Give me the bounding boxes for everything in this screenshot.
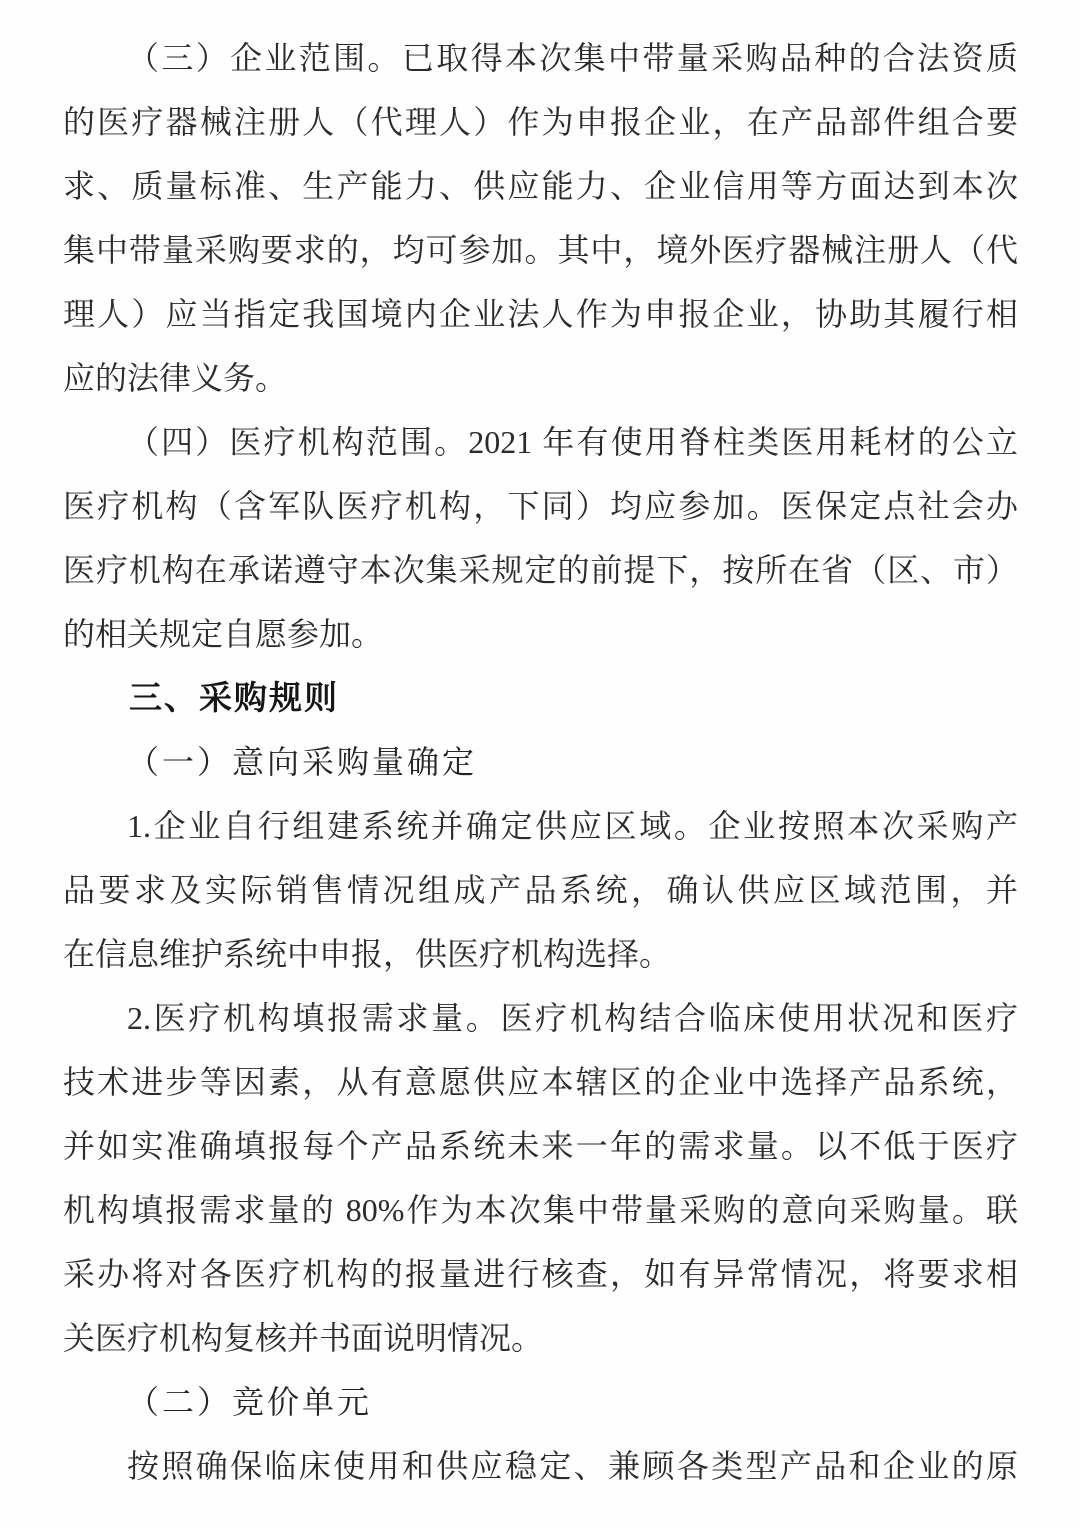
- text-line: 技术进步等因素，从有意愿供应本辖区的企业中选择产品系统，: [63, 1064, 1018, 1100]
- para-bidding-unit-principle: [63, 1434, 1018, 1498]
- document-body: [63, 26, 1018, 1498]
- item-2-institution-demand-reporting: [63, 986, 1018, 1370]
- text-line: 的医疗器械注册人（代理人）作为申报企业，在产品部件组合要: [63, 104, 1018, 140]
- text-line: 应的法律义务。: [63, 360, 288, 396]
- subsection-2-bidding-unit: [63, 1370, 1018, 1434]
- text-line: 在信息维护系统中申报，供医疗机构选择。: [63, 936, 672, 972]
- text-line: 采办将对各医疗机构的报量进行核查，如有异常情况，将要求相: [63, 1256, 1018, 1292]
- text-line: 并如实准确填报每个产品系统未来一年的需求量。以不低于医疗: [63, 1128, 1018, 1164]
- text-line: （三）企业范围。已取得本次集中带量采购品种的合法资质: [127, 40, 1018, 76]
- text-line: 机构填报需求量的 80%作为本次集中带量采购的意向采购量。联: [63, 1192, 1018, 1228]
- text-line: 品要求及实际销售情况组成产品系统，确认供应区域范围，并: [63, 872, 1018, 908]
- text-line: 集中带量采购要求的，均可参加。其中，境外医疗器械注册人（代: [63, 232, 1018, 268]
- text-line: 医疗机构（含军队医疗机构，下同）均应参加。医保定点社会办: [63, 488, 1018, 524]
- chapter-3-procurement-rules: [63, 666, 1018, 730]
- text-line: （一）意向采购量确定: [127, 744, 478, 780]
- text-line: 1.企业自行组建系统并确定供应区域。企业按照本次采购产: [127, 808, 1018, 844]
- text-line: 按照确保临床使用和供应稳定、兼顾各类型产品和企业的原: [127, 1448, 1018, 1484]
- text-line: 关医疗机构复核并书面说明情况。: [63, 1320, 544, 1356]
- text-line: 2.医疗机构填报需求量。医疗机构结合临床使用状况和医疗: [127, 1000, 1018, 1036]
- subsection-1-intended-purchase-volume: [63, 730, 1018, 794]
- text-line: 三、采购规则: [129, 678, 339, 717]
- item-1-enterprise-builds-system: [63, 794, 1018, 986]
- text-line: 的相关规定自愿参加。: [63, 616, 384, 652]
- section-4-medical-institution-scope: [63, 410, 1018, 666]
- text-line: （四）医疗机构范围。2021 年有使用脊柱类医用耗材的公立: [127, 424, 1018, 460]
- text-line: 求、质量标准、生产能力、供应能力、企业信用等方面达到本次: [63, 168, 1018, 204]
- text-line: （二）竞价单元: [127, 1384, 373, 1420]
- text-line: 理人）应当指定我国境内企业法人作为申报企业，协助其履行相: [63, 296, 1018, 332]
- section-3-enterprise-scope: [63, 26, 1018, 410]
- text-line: 医疗机构在承诺遵守本次集采规定的前提下，按所在省（区、市）: [63, 552, 1018, 588]
